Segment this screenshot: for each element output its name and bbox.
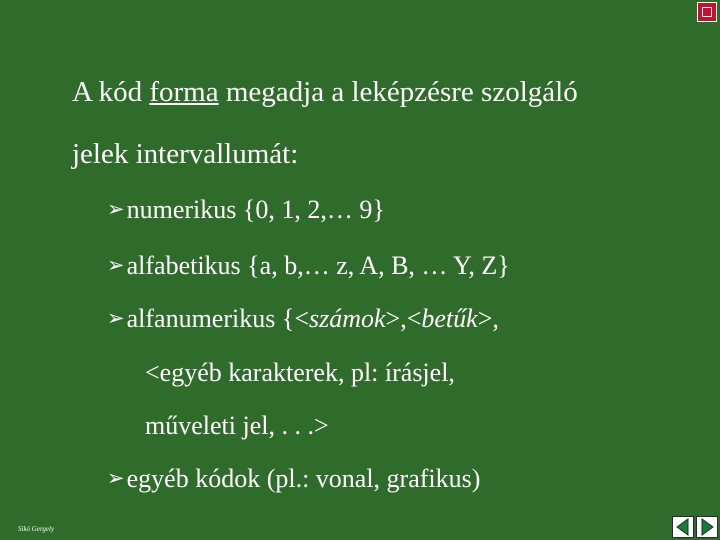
- main-text-line-2: jelek intervallumát:: [72, 138, 299, 170]
- bullet-alfabetikus: [107, 253, 510, 279]
- previous-slide-icon: [673, 517, 693, 537]
- bullet-alfanumerikus: [107, 306, 499, 332]
- bullet-numerikus: [107, 197, 385, 223]
- bullet-continuation-1: <egyéb karakterek, pl: írásjel,: [145, 358, 455, 387]
- bullet-egyeb-kodok: [107, 466, 480, 492]
- underlined-term-forma: forma: [149, 76, 219, 108]
- close-icon: [702, 7, 712, 17]
- bullet-text-mid: >,<: [385, 304, 422, 333]
- bullet-text-pre: alfanumerikus {<: [126, 304, 309, 333]
- bullet-text: alfabetikus {a, b,… z, A, B, … Y, Z}: [126, 251, 510, 280]
- main-text-pre: A kód: [72, 76, 150, 108]
- italic-term-betuk: betűk: [421, 304, 478, 333]
- arrow-bullet-icon: ➢: [107, 466, 125, 490]
- next-slide-button[interactable]: [696, 516, 718, 538]
- close-button[interactable]: [697, 2, 717, 22]
- previous-slide-button[interactable]: [672, 516, 694, 538]
- bullet-continuation-2: műveleti jel, . . .>: [145, 411, 329, 440]
- arrow-bullet-icon: ➢: [107, 306, 125, 330]
- author-footer: Sikó Gergely: [18, 525, 55, 533]
- main-text-post: megadja a leképzésre szolgáló: [218, 76, 578, 108]
- bullet-text: numerikus {0, 1, 2,… 9}: [126, 195, 385, 224]
- arrow-bullet-icon: ➢: [107, 197, 125, 221]
- main-text-line-1: [72, 78, 578, 107]
- next-slide-icon: [697, 517, 717, 537]
- bullet-text: egyéb kódok (pl.: vonal, grafikus): [126, 464, 481, 493]
- bullet-text-post: >,: [477, 304, 499, 333]
- arrow-bullet-icon: ➢: [107, 253, 125, 277]
- italic-term-szamok: számok: [308, 304, 386, 333]
